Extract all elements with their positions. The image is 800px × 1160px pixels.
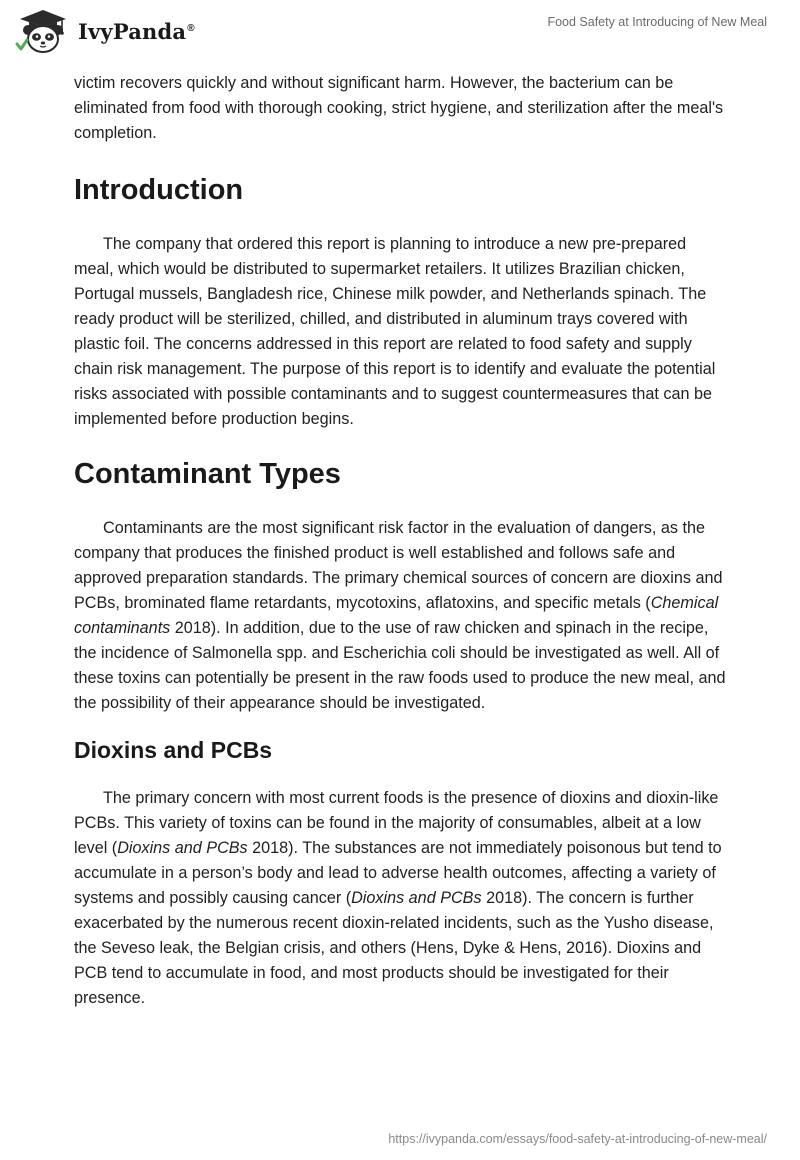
heading-dioxins-pcbs: Dioxins and PCBs — [74, 737, 273, 763]
paragraph-continued: victim recovers quickly and without significant harm. However, the bacterium can be eliminated from food with thorough cooking, strict hygiene, and sterilization after the meal's completion. — [74, 74, 724, 142]
ivypanda-logo[interactable] — [14, 8, 195, 54]
citation-chemical-contaminants: Chemical contaminants — [74, 594, 719, 637]
page-header — [0, 0, 800, 70]
document-title: Food Safety at Introducing of New Meal — [547, 15, 767, 29]
citation-dioxins-pcbs-1: Dioxins and PCBs — [117, 839, 248, 857]
essay-content — [74, 71, 726, 1011]
panda-graduate-icon — [14, 8, 72, 54]
paragraph-contaminant-types: Contaminants are the most significant risk factor in the evaluation of dangers, as the company that produces the finished product is well established and follows safe and approved preparation standards. The primary chemical sources of concern are dioxins and PCBs, brominated flame retardants, mycotoxins, aflatoxins, and specific metals (Chemical contaminants 2018). In addition, due to the use of raw chicken and spinach in the recipe, the incidence of Salmonella spp. and Escherichia coli should be investigated as well. All of these toxins can potentially be present in the raw foods used to produce the new meal, and the possibility of their appearance should be investigated. — [74, 519, 726, 712]
paragraph-dioxins-pcbs: The primary concern with most current foods is the presence of dioxins and dioxin-like PCBs. This variety of toxins can be found in the majority of consumables, albeit at a low level (Dioxins and PCBs 2018). The substances are not immediately poisonous but tend to accumulate in a person’s body and lead to adverse health outcomes, affecting a variety of systems and possibly causing cancer (Dioxins and PCBs 2018). The concern is further exacerbated by the numerous recent dioxin-related incidents, such as the Yusho disease, the Seveso leak, the Belgian crisis, and others (Hens, Dyke & Hens, 2016). Dioxins and PCB tend to accumulate in food, and most products should be investigated for their presence. — [74, 789, 722, 1007]
paragraph-introduction: The company that ordered this report is planning to introduce a new pre-prepared meal, which would be distributed to supermarket retailers. It utilizes Brazilian chicken, Portugal mussels, Bangladesh rice, Chinese milk powder, and Netherlands spinach. The ready product will be sterilized, chilled, and distributed in aluminum trays covered with plastic foil. The concerns addressed in this report are related to food safety and supply chain risk management. The purpose of this report is to identify and evaluate the potential risks associated with possible contaminants and to suggest countermeasures that can be implemented before production begins. — [74, 235, 716, 428]
source-url[interactable]: https://ivypanda.com/essays/food-safety-at-introducing-of-new-meal/ — [388, 1132, 767, 1146]
heading-introduction: Introduction — [74, 174, 244, 206]
logo-wordmark: IvyPanda® — [78, 18, 195, 44]
citation-dioxins-pcbs-2: Dioxins and PCBs — [351, 889, 482, 907]
heading-contaminant-types: Contaminant Types — [74, 458, 341, 490]
